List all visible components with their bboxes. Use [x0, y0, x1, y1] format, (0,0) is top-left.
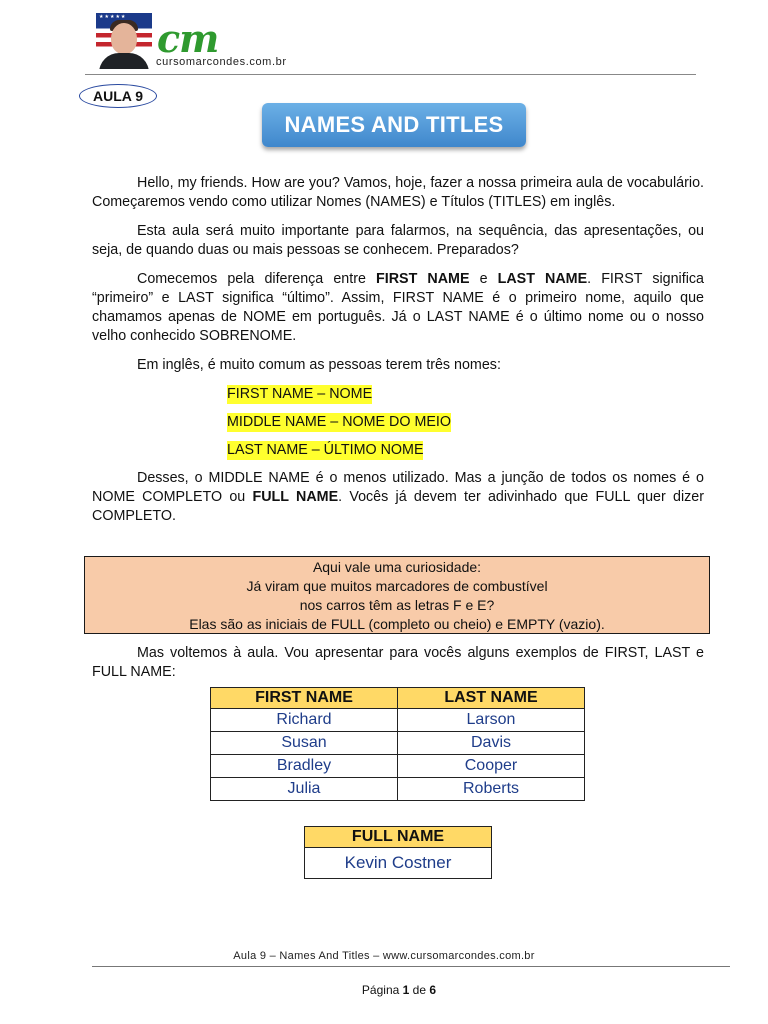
- column-header-last-name: LAST NAME: [398, 688, 585, 709]
- logo-text: cm: [157, 16, 219, 61]
- table-row: [305, 848, 492, 879]
- logo-photo-flag-avatar: ★★★★★: [96, 13, 152, 69]
- lesson-body: [92, 174, 704, 536]
- lesson-badge: AULA 9: [79, 84, 157, 108]
- table-cell: Susan: [211, 732, 398, 755]
- highlighted-name-list: [227, 385, 704, 469]
- names-example-table: [210, 687, 585, 801]
- highlight-last-name: LAST NAME – ÚLTIMO NOME: [227, 442, 424, 458]
- table-cell: Roberts: [398, 778, 585, 801]
- curiosity-line: Já viram que muitos marcadores de combustível: [246, 578, 548, 594]
- table-cell: Julia: [211, 778, 398, 801]
- lesson-body-continued: [92, 644, 704, 692]
- curiosity-box: [84, 556, 710, 634]
- footer-divider: [92, 966, 730, 967]
- column-header-first-name: FIRST NAME: [211, 688, 398, 709]
- lesson-title-banner: NAMES AND TITLES: [262, 103, 526, 147]
- curiosity-line: Elas são as iniciais de FULL (completo ou cheio) e EMPTY (vazio).: [189, 616, 605, 632]
- header-divider: [85, 74, 696, 75]
- table-header-row: [305, 827, 492, 848]
- table-cell: Davis: [398, 732, 585, 755]
- paragraph-first-last: Comecemos pela diferença entre FIRST NAME e LAST NAME. FIRST significa “primeiro” e LAST significa “último”. Assim, FIRST NAME é o primeiro nome, aquilo que chamamos apenas de NOME em português. Já o LAST NAME é o último nome ou o nosso velho conhecido SOBRENOME.: [92, 271, 704, 344]
- page-number: Página 1 de 6: [361, 983, 437, 997]
- bold-last-name: LAST NAME: [497, 271, 588, 287]
- paragraph-intro: Hello, my friends. How are you? Vamos, hoje, fazer a nossa primeira aula de vocabulário. Começaremos vendo como utilizar Nomes (NAMES) e Títulos (TITLES) em inglês.: [92, 175, 704, 210]
- page-header: [0, 0, 768, 80]
- column-header-full-name: FULL NAME: [305, 827, 492, 848]
- paragraph-three-names: Em inglês, é muito comum as pessoas terem três nomes:: [137, 357, 501, 373]
- full-name-table: [304, 826, 492, 879]
- footer-text: Aula 9 – Names And Titles – www.cursomarcondes.com.br: [233, 950, 535, 962]
- table-row: [211, 709, 585, 732]
- highlight-middle-name: MIDDLE NAME – NOME DO MEIO: [227, 414, 452, 430]
- logo-site-url: cursomarcondes.com.br: [156, 56, 287, 68]
- bold-first-name: FIRST NAME: [376, 271, 470, 287]
- paragraph-full-name: Desses, o MIDDLE NAME é o menos utilizado. Mas a junção de todos os nomes é o NOME COMPLETO ou FULL NAME. Vocês já devem ter adivinhado que FULL quer dizer COMPLETO.: [92, 470, 704, 524]
- table-row: [211, 755, 585, 778]
- table-cell: Bradley: [211, 755, 398, 778]
- paragraph-importance: Esta aula será muito importante para falarmos, na sequência, das apresentações, ou seja, de quando duas ou mais pessoas se conhecem. Preparados?: [92, 223, 704, 258]
- bold-full-name: FULL NAME: [252, 489, 339, 505]
- paragraph-examples: Mas voltemos à aula. Vou apresentar para vocês alguns exemplos de FIRST, LAST e FULL NAME:: [92, 645, 704, 680]
- table-row: [211, 778, 585, 801]
- curiosity-line: nos carros têm as letras F e E?: [299, 597, 495, 613]
- table-header-row: [211, 688, 585, 709]
- table-cell: Larson: [398, 709, 585, 732]
- highlight-first-name: FIRST NAME – NOME: [227, 386, 373, 402]
- curiosity-line: Aqui vale uma curiosidade:: [312, 559, 482, 575]
- table-cell: Kevin Costner: [305, 848, 492, 879]
- table-row: [211, 732, 585, 755]
- table-cell: Cooper: [398, 755, 585, 778]
- table-cell: Richard: [211, 709, 398, 732]
